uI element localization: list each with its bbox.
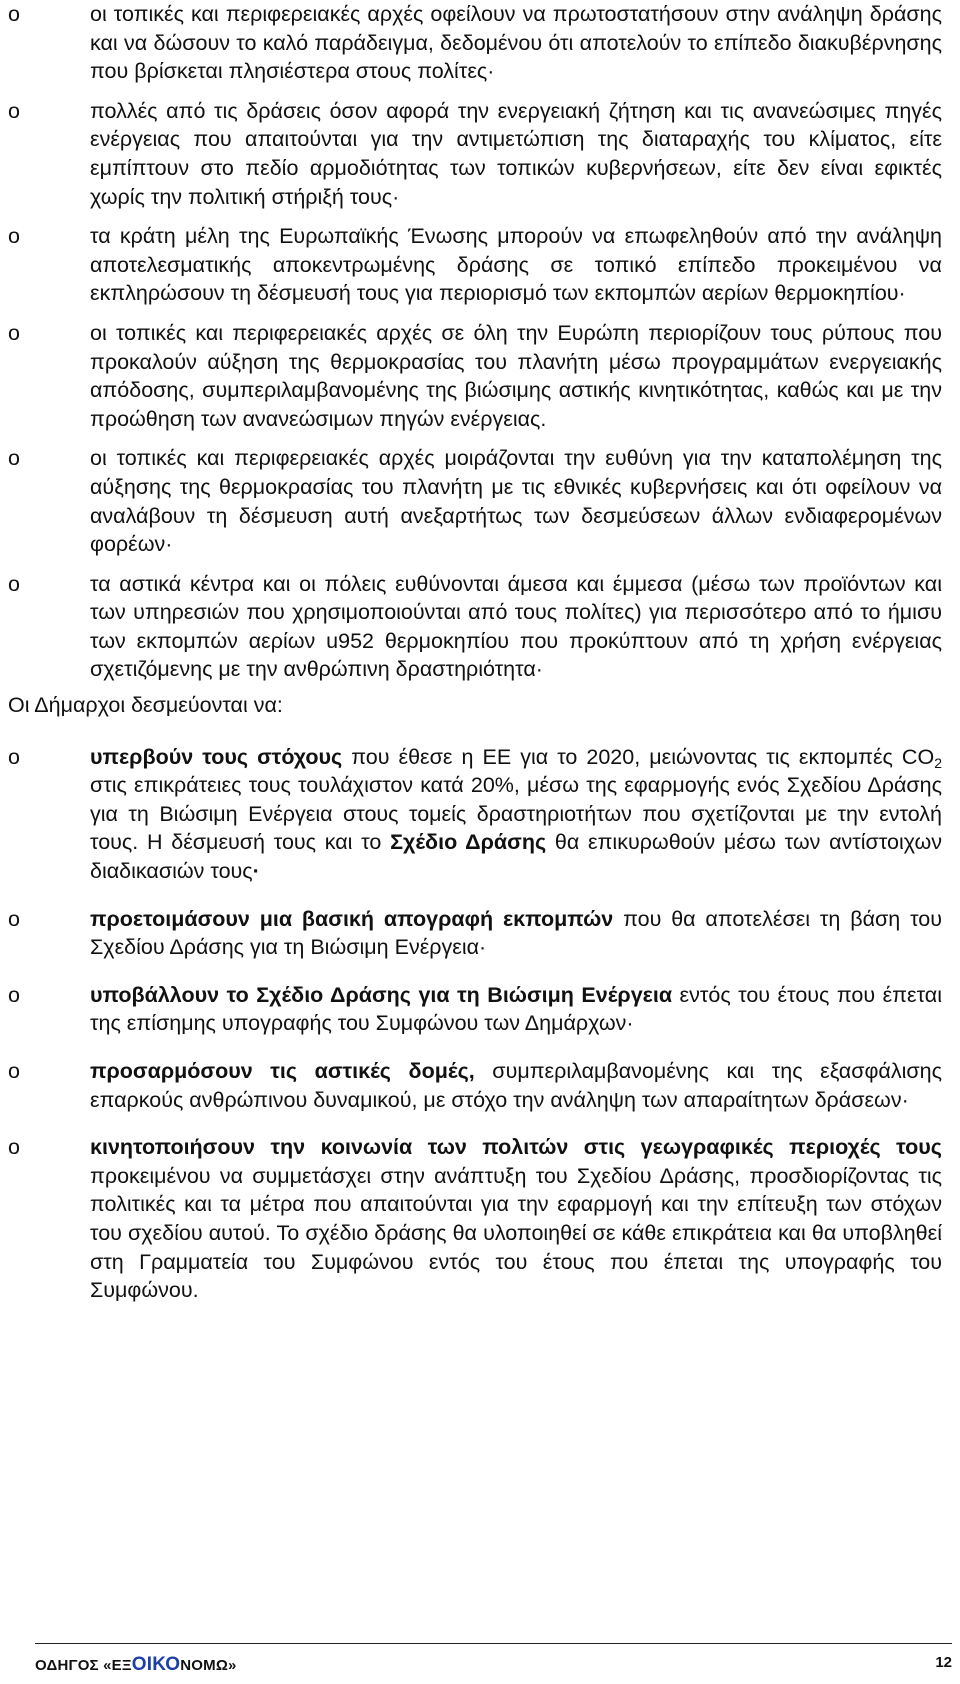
footer-brand-highlight: ΟΙΚΟ <box>131 1654 181 1675</box>
list-item <box>0 981 960 1038</box>
bullet-marker: o <box>8 744 20 769</box>
list-item-text: οι τοπικές και περιφερειακές αρχές μοιράζονται την ευθύνη για την καταπολέμηση της αύξησης της θερμοκρασίας του πλανήτη με τις εθνικές κυβερνήσεις και ότι οφείλουν να αναλάβουν τη δέσμευση αυτή ανεξαρτήτως των δεσμεύσεων άλλων ενδιαφερομένων φορέων· <box>90 446 942 557</box>
footer-title <box>35 1654 237 1676</box>
page-number: 12 <box>935 1654 952 1671</box>
body-text: εντός του έτους που έπεται της επίσημης υπογραφής του Συμφώνου των Δημάρχων· <box>90 982 942 1036</box>
list-item <box>0 743 960 886</box>
bullet-marker: o <box>8 320 20 345</box>
list-item-text: τα κράτη μέλη της Ευρωπαϊκής Ένωσης μπορούν να επωφεληθούν από την ανάληψη αποτελεσματικής αποκεντρωμένης δράσης σε τοπικό επίπεδο προκειμένου να εκπληρώσουν τη δέσμευσή τους για περιορισμό των εκπομπών αερίων θερμοκηπίου· <box>90 224 942 306</box>
footer-title-prefix: ΟΔΗΓΟΣ «ΕΞ <box>35 1657 132 1674</box>
body-text: που θα αποτελέσει τη βάση του Σχεδίου Δράσης για τη Βιώσιμη Ενέργεια· <box>90 906 942 960</box>
bullet-marker: o <box>8 446 20 471</box>
list-item-text: οι τοπικές και περιφερειακές αρχές οφείλουν να πρωτοστατήσουν στην ανάληψη δράσης και να δώσουν το καλό παράδειγμα, δεδομένου ότι αποτελούν το επίπεδο διακυβέρνησης που βρίσκεται πλησιέστερα στους πολίτες· <box>90 2 942 84</box>
bullet-marker: o <box>8 98 20 123</box>
footer-title-suffix: ΝΟΜΩ» <box>180 1657 237 1674</box>
bullet-marker: o <box>8 1059 20 1083</box>
list-item-text: πολλές από τις δράσεις όσον αφορά την ενεργειακή ζήτηση και τις ανανεώσιμες πηγές ενέργειας που απαιτούνται για την αντιμετώπιση της διαταραχής του κλίματος, είτε εμπίπτουν στο πεδίο αρμοδιότητας των τοπικών κυβερνήσεων, είτε δεν είναι εφικτές χωρίς την πολιτική στήριξή τους· <box>90 98 942 209</box>
list-item <box>0 319 960 433</box>
emphasis-text: Σχέδιο Δράσης <box>390 830 547 855</box>
emphasis-text: υπερβούν τους στόχους <box>90 744 343 769</box>
list-item <box>0 570 960 684</box>
bullet-marker: o <box>8 224 20 249</box>
emphasis-text: προετοιμάσουν μια βασική απογραφή εκπομπών <box>90 906 614 931</box>
list-item <box>0 444 960 558</box>
emphasis-text: προσαρμόσουν τις αστικές δομές, <box>90 1059 475 1083</box>
commitments-intro: Οι Δήμαρχοι δεσμεύονται να: <box>8 693 283 718</box>
list-item <box>0 0 960 86</box>
list-item <box>0 1057 960 1114</box>
body-text: στις επικράτειες τους τουλάχιστον κατά 20%, μέσω της εφαρμογής ενός Σχεδίου Δράσης για τη Βιώσιμη Ενέργεια στους τομείς δραστηριοτήτων που σχετίζονται με την εντολή τους. Η δέσμευσή τους και το <box>90 773 942 855</box>
list-item <box>0 1133 960 1305</box>
emphasis-text: · <box>252 859 260 884</box>
list-item <box>0 97 960 211</box>
bullet-marker: o <box>8 982 20 1007</box>
list-item-text: οι τοπικές και περιφερειακές αρχές σε όλη την Ευρώπη περιορίζουν τους ρύπους που προκαλούν αύξηση της θερμοκρασίας του πλανήτη μέσω προγραμμάτων ενεργειακής απόδοσης, συμπεριλαμβανομένης της βιώσιμης αστικής κινητικότητας, καθώς και με την προώθηση των ανανεώσιμων πηγών ενέργειας. <box>90 320 942 431</box>
bullet-marker: o <box>8 906 20 931</box>
list-item-text: τα αστικά κέντρα και οι πόλεις ευθύνονται άμεσα και έμμεσα (μέσω των προϊόντων και των υπηρεσιών που χρησιμοποιούνται από τους πολίτες) για περισσότερο από το ήμισυ των εκπομπών αερίων u952 θερμοκηπίου που προκύπτουν από τη χρήση ενέργειας σχετιζόμενης με την ανθρώπινη δραστηριότητα· <box>90 571 942 682</box>
emphasis-text: κινητοποιήσουν την κοινωνία των πολιτών στις γεωγραφικές περιοχές τους <box>90 1135 942 1160</box>
body-text: που έθεσε η ΕΕ για το 2020, μειώνοντας τις εκπομπές CO <box>342 744 935 769</box>
subscript-text: 2 <box>934 754 942 771</box>
bullet-marker: o <box>8 2 20 26</box>
bullet-marker: o <box>8 1135 20 1160</box>
body-text: συμπεριλαμβανομένης και της εξασφάλισης επαρκούς ανθρώπινου δυναμικού, με στόχο την ανάληψη των απαραίτητων δράσεων· <box>90 1059 942 1112</box>
emphasis-text: υποβάλλουν το Σχέδιο Δράσης για τη Βιώσιμη Ενέργεια <box>90 982 673 1007</box>
bullet-marker: o <box>8 571 20 596</box>
list-item <box>0 905 960 962</box>
commitments-list <box>0 743 960 1305</box>
body-text: θα επικυρωθούν μέσω των αντίστοιχων διαδικασιών τους <box>90 830 942 884</box>
footer-divider <box>35 1643 952 1644</box>
body-text: προκειμένου να συμμετάσχει στην ανάπτυξη του Σχεδίου Δράσης, προσδιορίζοντας τις πολιτικές και τα μέτρα που απαιτούνται για την εφαρμογή και την επίτευξη των στόχων του σχεδίου αυτού. Το σχέδιο δράσης θα υλοποιηθεί σε κάθε επικράτεια και θα υποβληθεί στη Γραμματεία του Συμφώνου εντός του έτους που έπεται της υπογραφής του Συμφώνου. <box>90 1163 942 1303</box>
reasons-list <box>0 0 960 684</box>
list-item <box>0 222 960 308</box>
